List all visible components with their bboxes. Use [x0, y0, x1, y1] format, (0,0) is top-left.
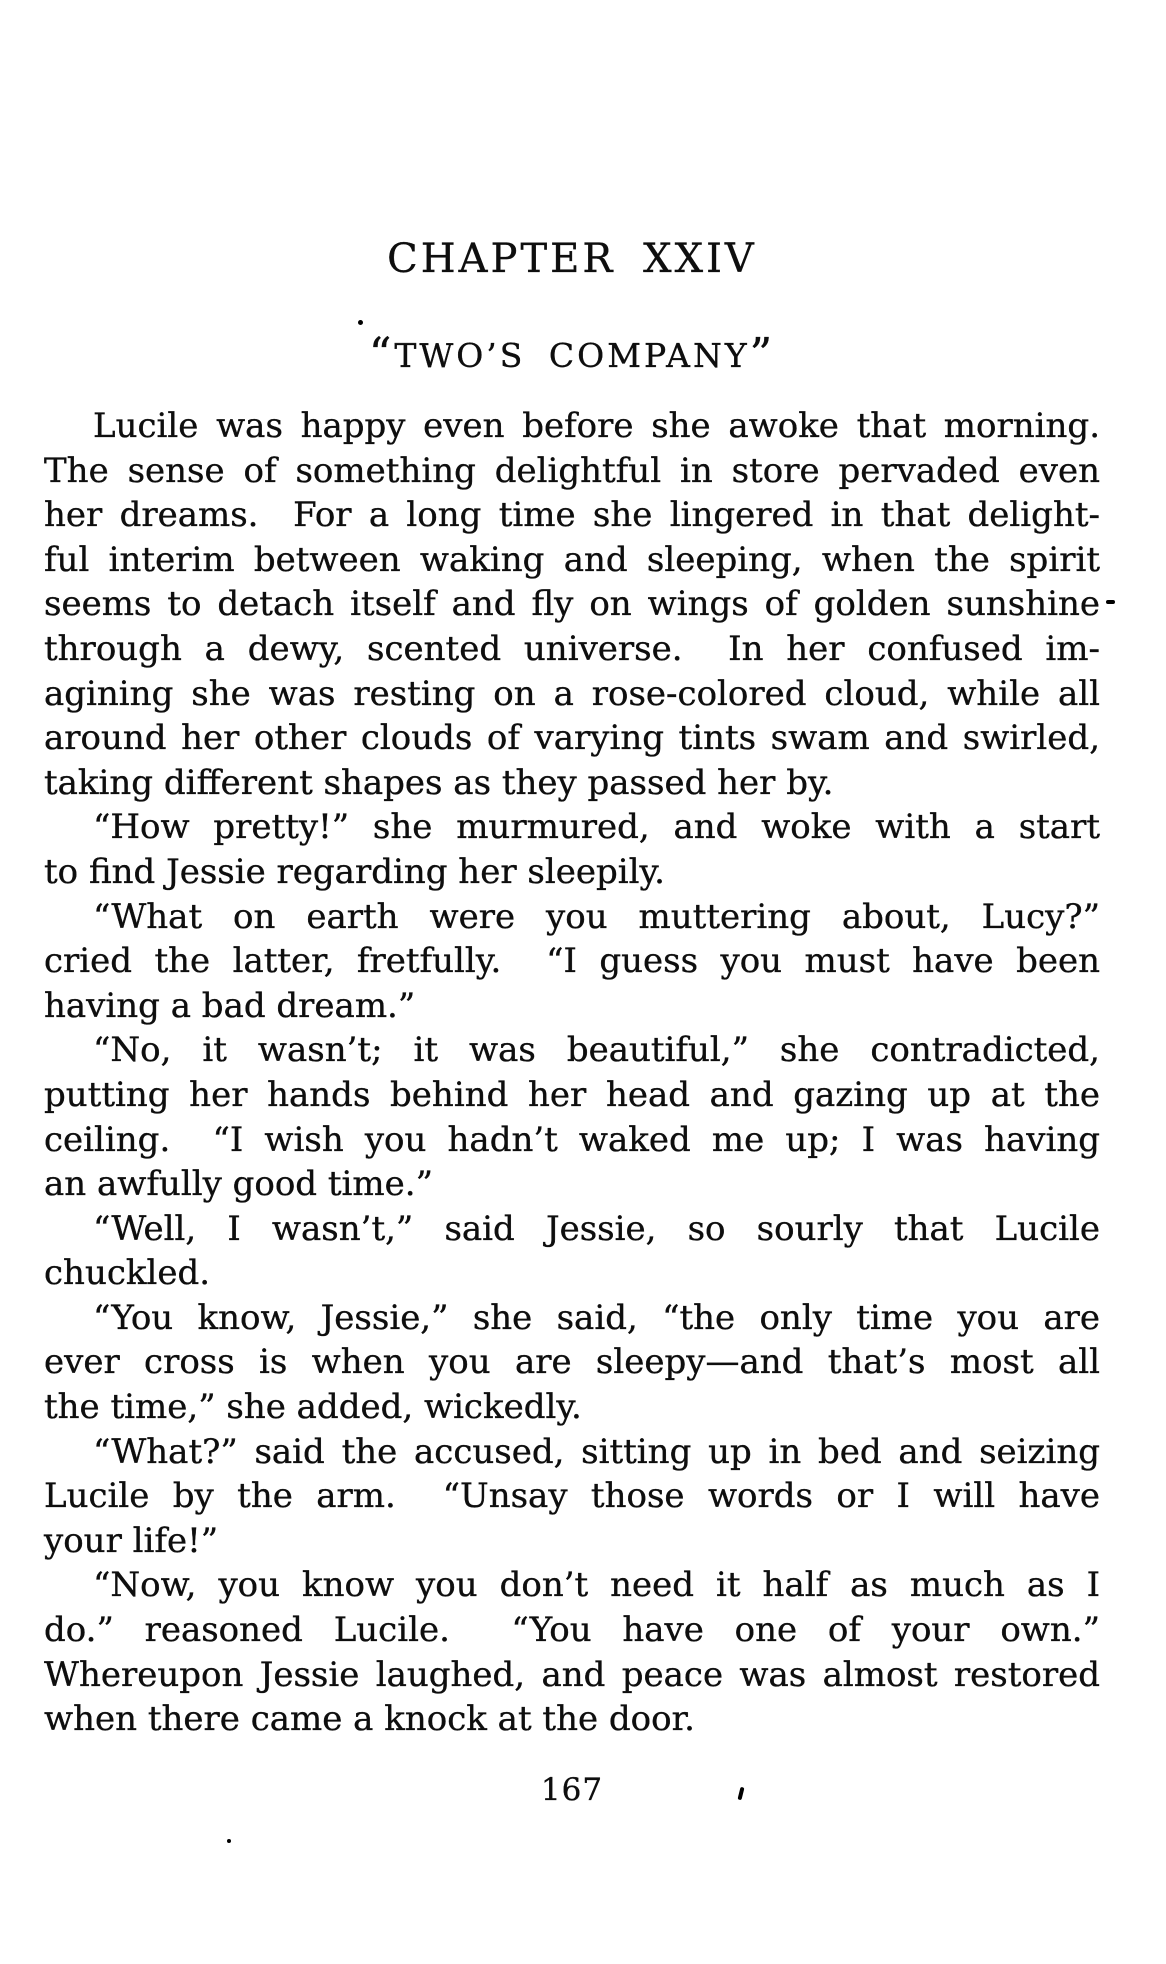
page-number: 167	[540, 1772, 604, 1808]
text-line: Lucile was happy even before she awoke that morning.	[93, 406, 1100, 446]
paragraph	[44, 1028, 1100, 1206]
text-line: Whereupon Jessie laughed, and peace was almost restored	[44, 1654, 1100, 1695]
text-line: taking different shapes as they passed her by.	[44, 762, 834, 803]
text-line: when there came a knock at the door.	[44, 1699, 695, 1740]
paragraph	[44, 1430, 1100, 1564]
text-line: putting her hands behind her head and gazing up at the	[44, 1074, 1100, 1115]
paragraph	[44, 1563, 1100, 1741]
paragraph	[44, 805, 1100, 894]
text-line: “Well, I wasn’t,” said Jessie, so sourly that Lucile	[93, 1208, 1100, 1249]
text-line: “Now, you know you don’t need it half as much as I	[93, 1565, 1100, 1606]
text-line: ful interim between waking and sleeping, when the spirit	[44, 539, 1100, 580]
text-line: ceiling. “I wish you hadn’t waked me up; I was having	[44, 1119, 1100, 1160]
text-line: do.” reasoned Lucile. “You have one of your own.”	[44, 1610, 1100, 1651]
text-line: “No, it wasn’t; it was beautiful,” she contradicted,	[93, 1030, 1100, 1071]
text-line: seems to detach itself and fly on wings of golden sunshine	[44, 584, 1100, 625]
scan-speckle	[358, 320, 363, 325]
text-line: “How pretty!” she murmured, and woke with a start	[93, 807, 1100, 848]
scan-mark	[1106, 600, 1115, 604]
text-line: an awfully good time.”	[44, 1164, 433, 1205]
paragraph	[44, 404, 1100, 805]
paragraph	[44, 1207, 1100, 1296]
text-line: “What?” said the accused, sitting up in bed and seizing	[93, 1431, 1100, 1472]
chapter-subtitle	[44, 329, 1100, 380]
text-line: Lucile by the arm. “Unsay those words or I will have	[44, 1476, 1100, 1517]
text-line: to find Jessie regarding her sleepily.	[44, 851, 665, 892]
text-line: “What on earth were you muttering about, Lucy?”	[93, 896, 1100, 937]
text-line: the time,” she added, wickedly.	[44, 1387, 582, 1428]
subtitle-text: TWO’S COMPANY	[394, 336, 750, 375]
text-line: The sense of something delightful in store pervaded even	[44, 450, 1100, 491]
paragraph	[44, 895, 1100, 1029]
subtitle-close-quote: ”	[749, 329, 776, 380]
text-line: her dreams. For a long time she lingered in that delight-	[44, 495, 1100, 536]
text-line: agining she was resting on a rose-colored cloud, while all	[44, 673, 1100, 714]
text-line: ever cross is when you are sleepy—and that’s most all	[44, 1342, 1100, 1383]
text-line: around her other clouds of varying tints swam and swirled,	[44, 718, 1100, 759]
paragraph	[44, 1296, 1100, 1430]
text-line: your life!”	[44, 1520, 219, 1561]
text-line: chuckled.	[44, 1253, 211, 1294]
body-text	[44, 404, 1100, 1742]
text-line: “You know, Jessie,” she said, “the only time you are	[93, 1297, 1100, 1338]
text-line: through a dewy, scented universe. In her confused im-	[44, 628, 1100, 669]
subtitle-open-quote: “	[368, 329, 395, 380]
text-line: having a bad dream.”	[44, 985, 416, 1026]
chapter-heading: CHAPTER XXIV	[387, 236, 757, 282]
scan-speckle	[227, 1839, 231, 1843]
text-line: cried the latter, fretfully. “I guess you must have been	[44, 941, 1100, 982]
